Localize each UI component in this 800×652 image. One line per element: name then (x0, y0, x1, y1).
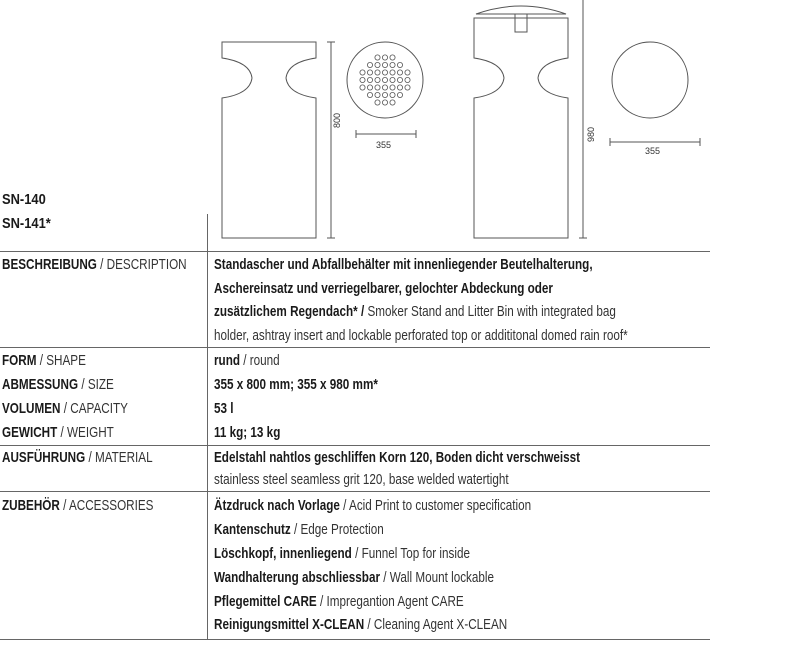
perforation-hole (390, 92, 395, 97)
perforation-hole (382, 85, 387, 90)
perforation-hole (390, 62, 395, 67)
perforation-hole (375, 77, 380, 82)
accessory-item: Wandhalterung abschliessbar / Wall Mount lockable (214, 569, 495, 586)
height-label-800: 800 (332, 112, 342, 128)
table-top-rule (0, 251, 710, 252)
perforation-hole (360, 70, 365, 75)
rule-after-weight (0, 445, 710, 446)
capacity-value: 53 l (214, 400, 234, 417)
description-line-3: zusätzlichem Regendach* / Smoker Stand and Litter Bin with integrated bag (214, 303, 616, 320)
perforation-hole (367, 77, 372, 82)
perforation-hole (375, 85, 380, 90)
rule-after-material (0, 491, 710, 492)
perforation-hole (375, 62, 380, 67)
perforation-hole (397, 62, 402, 67)
perforation-holes (360, 55, 410, 105)
perforation-hole (397, 70, 402, 75)
material-value-en: stainless steel seamless grit 120, base welded watertight (214, 471, 509, 488)
accessory-item: Reinigungsmittel X-CLEAN / Cleaning Agent X-CLEAN (214, 616, 508, 633)
perforation-hole (405, 70, 410, 75)
perforation-hole (375, 55, 380, 60)
perforation-hole (375, 92, 380, 97)
material-value-de: Edelstahl nahtlos geschliffen Korn 120, Boden dicht verschweisst (214, 449, 581, 466)
height-label-980: 980 (586, 126, 596, 142)
column-divider-top (207, 214, 208, 252)
perforation-hole (360, 77, 365, 82)
bin-side-view-tall (474, 18, 568, 238)
perforation-hole (397, 77, 402, 82)
technical-drawings (0, 0, 800, 250)
perforation-hole (375, 100, 380, 105)
perforation-hole (382, 62, 387, 67)
perforation-hole (405, 77, 410, 82)
model-number-secondary: SN-141* (2, 215, 51, 232)
description-line-2: Aschereinsatz und verriegelbarer, gelochter Abdeckung oder (214, 280, 553, 297)
description-label: BESCHREIBUNG / DESCRIPTION (2, 256, 187, 273)
closed-top-view (612, 42, 688, 118)
size-label: ABMESSUNG / SIZE (2, 376, 114, 393)
description-line-4: holder, ashtray insert and lockable perforated top or addititonal domed rain roof* (214, 327, 628, 344)
perforation-hole (397, 92, 402, 97)
perforation-hole (390, 77, 395, 82)
perforation-hole (382, 77, 387, 82)
perforation-hole (367, 85, 372, 90)
perforation-hole (382, 100, 387, 105)
width-label-355-b: 355 (645, 146, 661, 156)
accessory-item: Ätzdruck nach Vorlage / Acid Print to customer specification (214, 497, 532, 514)
perforation-hole (382, 92, 387, 97)
weight-label: GEWICHT / WEIGHT (2, 424, 114, 441)
perforation-hole (367, 70, 372, 75)
accessory-item: Löschkopf, innenliegend / Funnel Top for inside (214, 545, 470, 562)
perforation-hole (390, 55, 395, 60)
perforation-hole (375, 70, 380, 75)
accessory-item: Kantenschutz / Edge Protection (214, 521, 384, 538)
description-line-1: Standascher und Abfallbehälter mit innenliegender Beutelhalterung, (214, 256, 593, 273)
perforation-hole (390, 70, 395, 75)
perforation-hole (405, 85, 410, 90)
perforated-top-view (347, 42, 423, 118)
table-bottom-rule (0, 639, 710, 640)
material-label: AUSFÜHRUNG / MATERIAL (2, 449, 153, 466)
shape-value: rund / round (214, 352, 280, 369)
perforation-hole (360, 85, 365, 90)
weight-value: 11 kg; 13 kg (214, 424, 281, 441)
rule-after-description (0, 347, 710, 348)
width-label-355-a: 355 (376, 140, 392, 150)
model-number-primary: SN-140 (2, 191, 46, 208)
rain-roof (476, 6, 566, 14)
perforation-hole (397, 85, 402, 90)
perforation-hole (382, 55, 387, 60)
accessories-label: ZUBEHÖR / ACCESSORIES (2, 497, 154, 514)
capacity-label: VOLUMEN / CAPACITY (2, 400, 128, 417)
bin-side-view-short (222, 42, 316, 238)
accessory-item: Pflegemittel CARE / Impregantion Agent CARE (214, 593, 464, 610)
perforation-hole (382, 70, 387, 75)
perforation-hole (390, 85, 395, 90)
shape-label: FORM / SHAPE (2, 352, 86, 369)
perforation-hole (367, 62, 372, 67)
size-value: 355 x 800 mm; 355 x 980 mm* (214, 376, 378, 393)
perforation-hole (390, 100, 395, 105)
perforation-hole (367, 92, 372, 97)
